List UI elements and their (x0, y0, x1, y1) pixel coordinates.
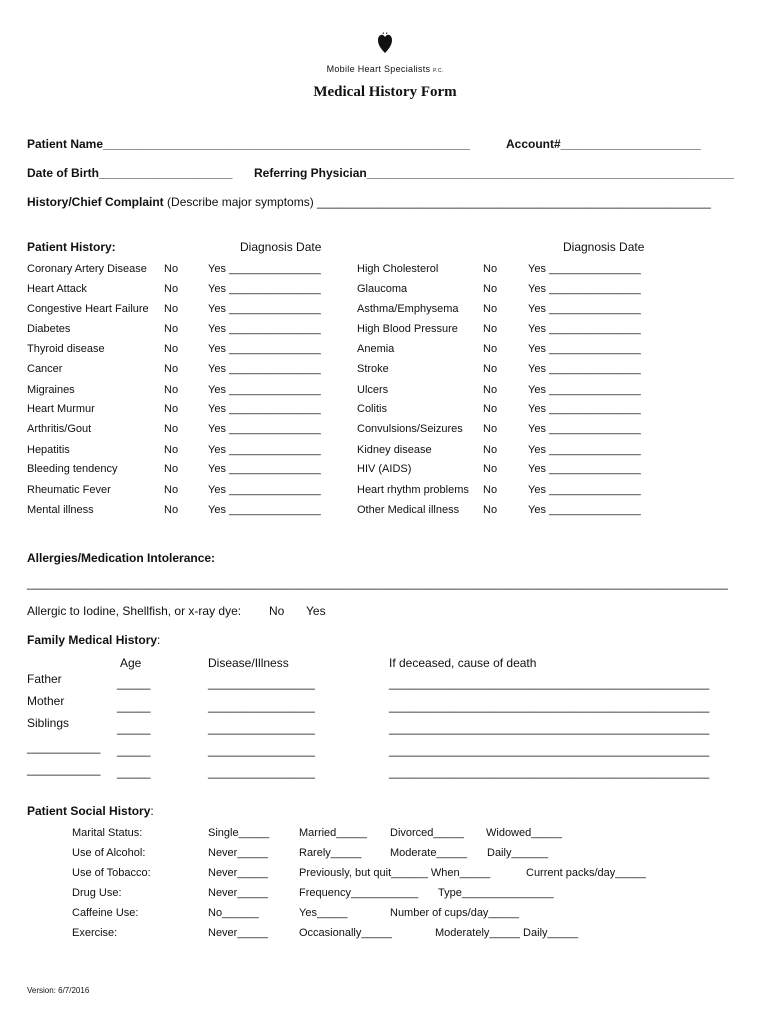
history-yes-right[interactable]: Yes _______________ (528, 363, 641, 375)
diagnosis-date-header-right: Diagnosis Date (563, 240, 645, 254)
history-yes-right[interactable]: Yes _______________ (528, 504, 641, 516)
history-yes-right[interactable]: Yes _______________ (528, 463, 641, 475)
social-option[interactable]: Never_____ (208, 867, 268, 879)
history-yes-left[interactable]: Yes _______________ (208, 303, 321, 315)
family-age-line[interactable]: _____ (117, 676, 151, 690)
family-cause-line[interactable]: ________________________________________________ (389, 699, 710, 713)
history-condition-right: Anemia (357, 343, 395, 355)
family-history-heading-wrap (27, 633, 160, 647)
history-yes-left[interactable]: Yes _______________ (208, 484, 321, 496)
history-condition-right: Convulsions/Seizures (357, 423, 463, 435)
iodine-yes-option[interactable]: Yes (306, 604, 326, 618)
history-yes-right[interactable]: Yes _______________ (528, 484, 641, 496)
diagnosis-date-header-left: Diagnosis Date (240, 240, 322, 254)
patient-history-heading: Patient History: (27, 240, 116, 254)
history-condition-right: Kidney disease (357, 444, 432, 456)
history-no-right[interactable]: No (483, 384, 498, 396)
family-colon: : (157, 633, 161, 647)
family-cause-line[interactable]: ________________________________________________ (389, 676, 710, 690)
history-no-right[interactable]: No (483, 504, 498, 516)
social-option[interactable]: Type_______________ (438, 887, 554, 899)
history-yes-left[interactable]: Yes _______________ (208, 384, 321, 396)
social-option[interactable]: Never_____ (208, 887, 268, 899)
chief-complaint-label: History/Chief Complaint (27, 195, 164, 209)
page-title: Medical History Form (313, 84, 457, 100)
history-condition-left: Cancer (27, 363, 63, 375)
logo (0, 32, 770, 57)
family-col-disease: Disease/Illness (208, 656, 289, 670)
social-row-label: Use of Tobacco: (72, 867, 151, 879)
logo-name: Mobile Heart Specialists (326, 64, 431, 74)
family-age-line[interactable]: _____ (117, 765, 151, 779)
history-condition-left: Thyroid disease (27, 343, 105, 355)
history-condition-left: Arthritis/Gout (27, 423, 92, 435)
history-no-left[interactable]: No (164, 323, 179, 335)
history-condition-right: HIV (AIDS) (357, 463, 412, 475)
allergies-heading: Allergies/Medication Intolerance: (27, 551, 216, 565)
history-condition-right: Other Medical illness (357, 504, 460, 516)
history-no-left[interactable]: No (164, 444, 179, 456)
history-yes-left[interactable]: Yes _______________ (208, 323, 321, 335)
chief-complaint-hint: (Describe major symptoms) ___________________________________________________________ (167, 195, 711, 209)
social-option[interactable]: Frequency___________ (299, 887, 419, 899)
history-yes-left[interactable]: Yes _______________ (208, 423, 321, 435)
social-option[interactable]: Married_____ (299, 827, 367, 839)
history-condition-left: Migraines (27, 384, 75, 396)
history-no-left[interactable]: No (164, 403, 179, 415)
history-yes-right[interactable]: Yes _______________ (528, 423, 641, 435)
history-yes-right[interactable]: Yes _______________ (528, 444, 641, 456)
history-condition-left: Coronary Artery Disease (27, 263, 147, 275)
history-yes-right[interactable]: Yes _______________ (528, 303, 641, 315)
social-option[interactable]: Rarely_____ (299, 847, 362, 859)
logo-text (0, 64, 770, 74)
history-yes-right[interactable]: Yes _______________ (528, 343, 641, 355)
social-history-heading-wrap (27, 804, 154, 818)
history-yes-left[interactable]: Yes _______________ (208, 463, 321, 475)
history-condition-left: Heart Attack (27, 283, 87, 295)
social-option[interactable]: Never_____ (208, 847, 268, 859)
history-no-left[interactable]: No (164, 463, 179, 475)
history-no-right[interactable]: No (483, 444, 498, 456)
history-no-right[interactable]: No (483, 463, 498, 475)
history-condition-right: Heart rhythm problems (357, 484, 469, 496)
social-option[interactable]: Moderately_____ Daily_____ (435, 927, 579, 939)
family-disease-line[interactable]: ________________ (208, 743, 315, 757)
family-disease-line[interactable]: ________________ (208, 676, 315, 690)
history-condition-right: High Cholesterol (357, 263, 439, 275)
history-condition-right: Asthma/Emphysema (357, 303, 459, 315)
social-row-label: Use of Alcohol: (72, 847, 146, 859)
social-row-label: Exercise: (72, 927, 118, 939)
history-yes-left[interactable]: Yes _______________ (208, 343, 321, 355)
family-member-label: Father (27, 672, 62, 686)
social-option[interactable]: Occasionally_____ (299, 927, 392, 939)
history-no-left[interactable]: No (164, 484, 179, 496)
social-history-heading: Patient Social History (27, 804, 151, 818)
social-option[interactable]: Yes_____ (299, 907, 348, 919)
family-col-age: Age (120, 656, 142, 670)
social-option[interactable]: Widowed_____ (486, 827, 562, 839)
social-option[interactable]: No______ (208, 907, 259, 919)
history-yes-left[interactable]: Yes _______________ (208, 403, 321, 415)
family-col-cause: If deceased, cause of death (389, 656, 537, 670)
social-option[interactable]: Moderate_____ (390, 847, 468, 859)
history-yes-right[interactable]: Yes _______________ (528, 263, 641, 275)
social-option[interactable]: Never_____ (208, 927, 268, 939)
history-yes-left[interactable]: Yes _______________ (208, 283, 321, 295)
heart-logo-icon (377, 32, 393, 54)
social-row-label: Caffeine Use: (72, 907, 139, 919)
history-no-left[interactable]: No (164, 504, 179, 516)
history-no-right[interactable]: No (483, 363, 498, 375)
history-no-right[interactable]: No (483, 484, 498, 496)
family-cause-line[interactable]: ________________________________________________ (389, 743, 710, 757)
history-yes-left[interactable]: Yes _______________ (208, 444, 321, 456)
iodine-allergy-label: Allergic to Iodine, Shellfish, or x-ray dye: (27, 604, 242, 618)
social-option[interactable]: Single_____ (208, 827, 270, 839)
history-condition-right: Stroke (357, 363, 389, 375)
history-no-right[interactable]: No (483, 323, 498, 335)
history-no-left[interactable]: No (164, 343, 179, 355)
social-row-label: Marital Status: (72, 827, 143, 839)
history-condition-left: Diabetes (27, 323, 71, 335)
family-age-line[interactable]: _____ (117, 721, 151, 735)
family-disease-line[interactable]: ________________ (208, 765, 315, 779)
iodine-no-option[interactable]: No (269, 604, 285, 618)
allergies-line[interactable]: _________________________________________________________________________________________________________ (27, 576, 728, 590)
family-member-label[interactable]: ___________ (27, 740, 101, 754)
social-option[interactable]: Daily______ (487, 847, 549, 859)
family-disease-line[interactable]: ________________ (208, 721, 315, 735)
history-no-right[interactable]: No (483, 343, 498, 355)
history-no-right[interactable]: No (483, 423, 498, 435)
history-no-left[interactable]: No (164, 384, 179, 396)
history-yes-right[interactable]: Yes _______________ (528, 384, 641, 396)
history-yes-right[interactable]: Yes _______________ (528, 283, 641, 295)
history-no-left[interactable]: No (164, 363, 179, 375)
history-no-left[interactable]: No (164, 283, 179, 295)
history-condition-left: Mental illness (27, 504, 94, 516)
logo-suffix: P.C. (433, 68, 444, 74)
history-condition-right: Colitis (357, 403, 387, 415)
history-condition-left: Rheumatic Fever (27, 484, 111, 496)
history-condition-left: Hepatitis (27, 444, 70, 456)
history-no-left[interactable]: No (164, 423, 179, 435)
history-condition-left: Congestive Heart Failure (27, 303, 149, 315)
dob-field[interactable]: Date of Birth____________________ (27, 166, 233, 180)
history-yes-left[interactable]: Yes _______________ (208, 363, 321, 375)
family-history-heading: Family Medical History (27, 633, 158, 647)
history-condition-left: Heart Murmur (27, 403, 95, 415)
social-option[interactable]: Current packs/day_____ (526, 867, 646, 879)
family-disease-line[interactable]: ________________ (208, 699, 315, 713)
family-member-label: Siblings (27, 716, 70, 730)
history-yes-right[interactable]: Yes _______________ (528, 323, 641, 335)
history-yes-right[interactable]: Yes _______________ (528, 403, 641, 415)
social-option[interactable]: Previously, but quit______ When_____ (299, 867, 491, 879)
history-no-right[interactable]: No (483, 283, 498, 295)
family-member-label: Mother (27, 694, 65, 708)
social-option[interactable]: Number of cups/day_____ (390, 907, 520, 919)
history-no-right[interactable]: No (483, 303, 498, 315)
family-cause-line[interactable]: ________________________________________________ (389, 765, 710, 779)
account-field[interactable]: Account#_____________________ (506, 137, 701, 151)
family-member-label[interactable]: ___________ (27, 762, 101, 776)
family-age-line[interactable]: _____ (117, 743, 151, 757)
family-cause-line[interactable]: ________________________________________________ (389, 721, 710, 735)
chief-complaint-field[interactable] (27, 195, 711, 209)
history-no-right[interactable]: No (483, 263, 498, 275)
social-option[interactable]: Divorced_____ (390, 827, 464, 839)
history-condition-left: Bleeding tendency (27, 463, 118, 475)
history-no-left[interactable]: No (164, 263, 179, 275)
history-yes-left[interactable]: Yes _______________ (208, 504, 321, 516)
version-text: Version: 6/7/2016 (27, 986, 90, 995)
history-no-left[interactable]: No (164, 303, 179, 315)
history-no-right[interactable]: No (483, 403, 498, 415)
patient-name-field[interactable]: Patient Name_______________________________________________________ (27, 137, 471, 151)
referring-physician-field[interactable]: Referring Physician_______________________________________________________ (254, 166, 734, 180)
history-yes-left[interactable]: Yes _______________ (208, 263, 321, 275)
family-age-line[interactable]: _____ (117, 699, 151, 713)
social-colon: : (150, 804, 154, 818)
social-row-label: Drug Use: (72, 887, 122, 899)
history-condition-right: Glaucoma (357, 283, 408, 295)
history-condition-right: Ulcers (357, 384, 389, 396)
history-condition-right: High Blood Pressure (357, 323, 458, 335)
